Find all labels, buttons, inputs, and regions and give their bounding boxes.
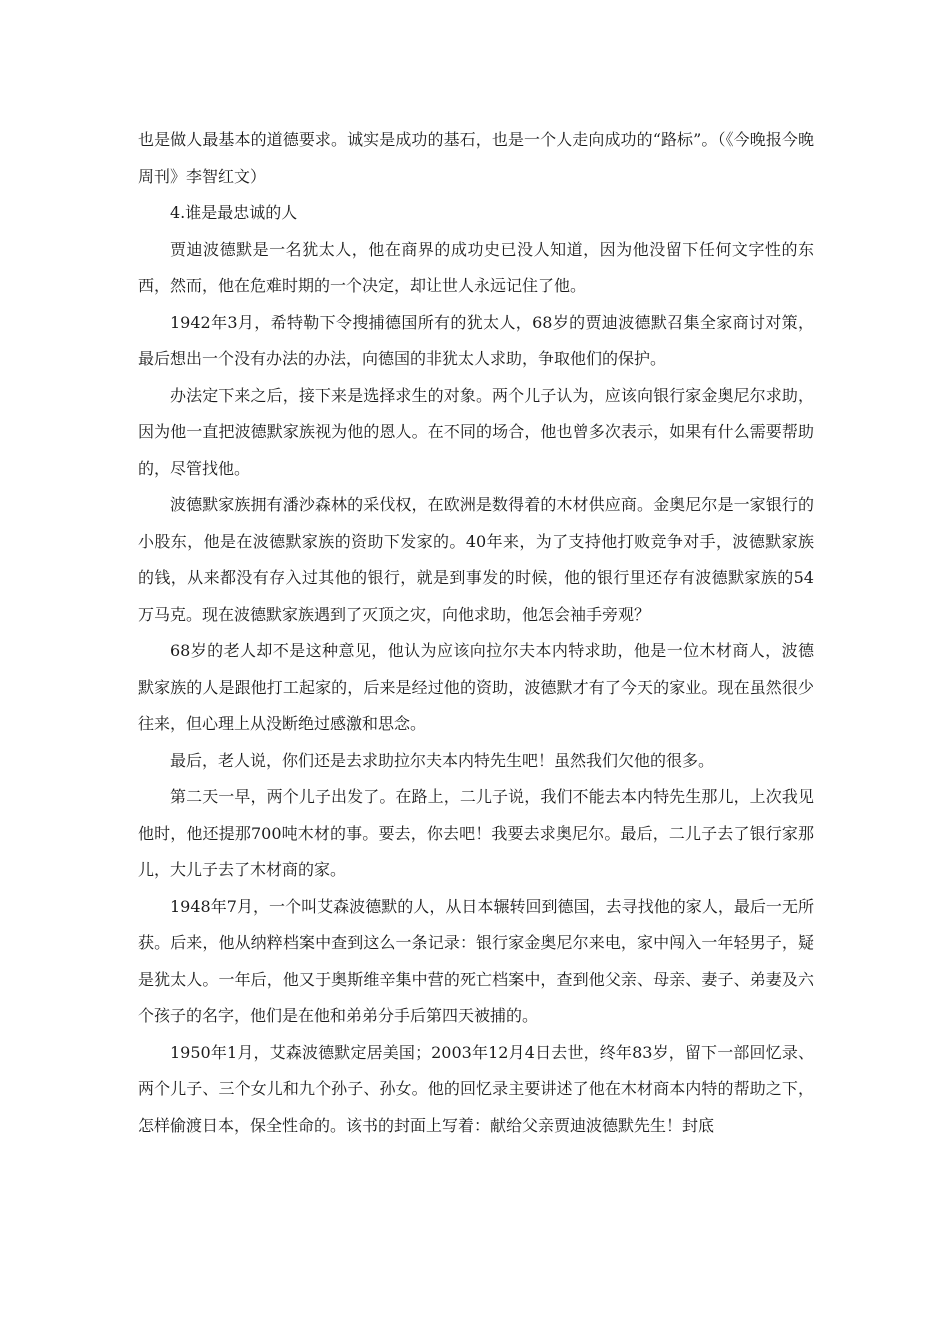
paragraph: 贾迪波德默是一名犹太人，他在商界的成功史已没人知道，因为他没留下任何文字性的东西，然而，他在危难时期的一个决定，却让世人永远记住了他。 (138, 239, 814, 295)
paragraph: 办法定下来之后，接下来是选择求生的对象。两个儿子认为，应该向银行家金奥尼尔求助，因为他一直把波德默家族视为他的恩人。在不同的场合，他也曾多次表示，如果有什么需要帮助的，尽管找他。 (138, 385, 814, 478)
paragraph: 波德默家族拥有潘沙森林的采伐权，在欧洲是数得着的木材供应商。金奥尼尔是一家银行的小股东，他是在波德默家族的资助下发家的。40年来，为了支持他打败竞争对手，波德默家族的钱，从来都没有存入过其他的银行，就是到事发的时候，他的银行里还存有波德默家族的54万马克。现在波德默家族遇到了灭顶之灾，向他求助，他怎会袖手旁观？ (138, 495, 814, 624)
paragraph-continued: 也是做人最基本的道德要求。诚实是成功的基石，也是一个人走向成功的“路标”。（《今晚报今晚周刊》李智红文） (138, 130, 814, 186)
document-page (138, 122, 814, 1144)
paragraph: 68岁的老人却不是这种意见，他认为应该向拉尔夫本内特求助，他是一位木材商人，波德默家族的人是跟他打工起家的，后来是经过他的资助，波德默才有了今天的家业。现在虽然很少往来，但心理上从没断绝过感激和思念。 (138, 641, 814, 733)
paragraph: 1948年7月，一个叫艾森波德默的人，从日本辗转回到德国，去寻找他的家人，最后一无所获。后来，他从纳粹档案中查到这么一条记录：银行家金奥尼尔来电，家中闯入一年轻男子，疑是犹太人。一年后，他又于奥斯维辛集中营的死亡档案中，查到他父亲、母亲、妻子、弟妻及六个孩子的名字，他们是在他和弟弟分手后第四天被捕的。 (138, 896, 814, 1025)
paragraph: 第二天一早，两个儿子出发了。在路上，二儿子说，我们不能去本内特先生那儿，上次我见他时，他还提那700吨木材的事。要去，你去吧！我要去求奥尼尔。最后，二儿子去了银行家那儿，大儿子去了木材商的家。 (138, 787, 814, 879)
paragraph: 最后，老人说，你们还是去求助拉尔夫本内特先生吧！虽然我们欠他的很多。 (170, 750, 715, 770)
paragraph: 1950年1月，艾森波德默定居美国；2003年12月4日去世，终年83岁，留下一部回忆录、两个儿子、三个女儿和九个孙子、孙女。他的回忆录主要讲述了他在木材商本内特的帮助之下，怎样偷渡日本，保全性命的。该书的封面上写着：献给父亲贾迪波德默先生！封底 (138, 1042, 814, 1135)
section-heading: 4.谁是最忠诚的人 (170, 203, 298, 222)
paragraph: 1942年3月，希特勒下令搜捕德国所有的犹太人，68岁的贾迪波德默召集全家商讨对策，最后想出一个没有办法的办法，向德国的非犹太人求助，争取他们的保护。 (138, 312, 814, 368)
